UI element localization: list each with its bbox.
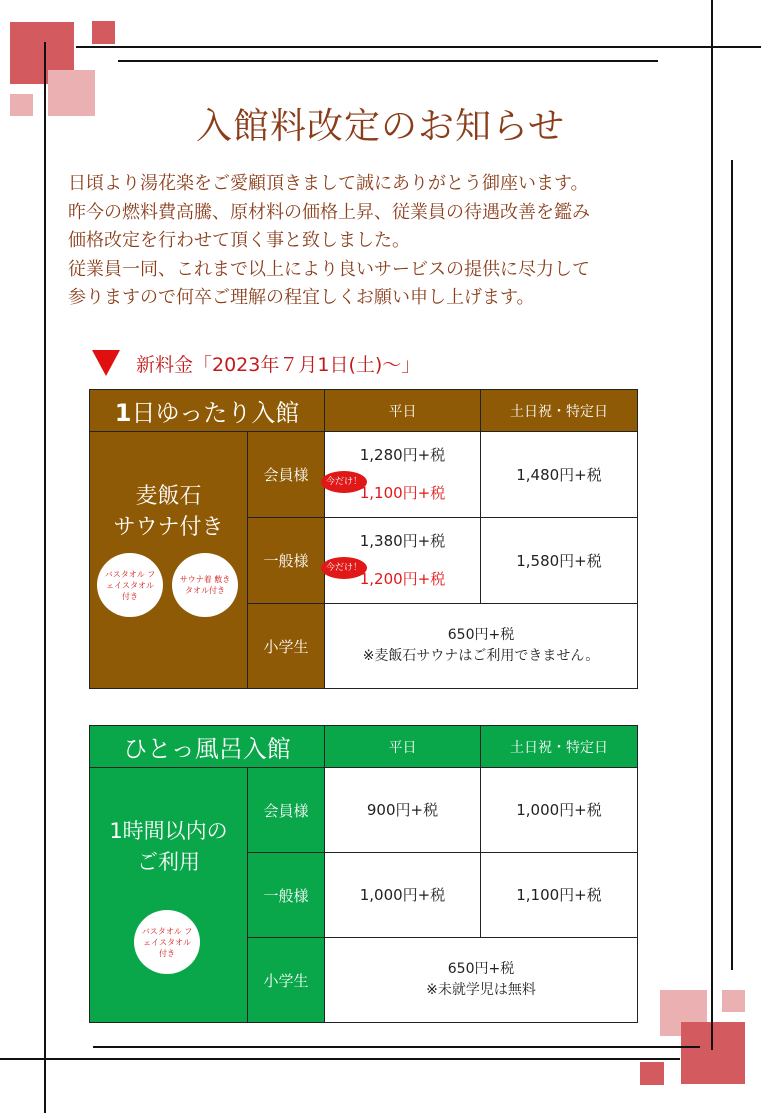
towel-badge-circle bbox=[134, 910, 200, 974]
table1-child-cell bbox=[325, 604, 638, 689]
deco-square bbox=[722, 990, 745, 1012]
limited-time-badge: 今だけ！ bbox=[321, 557, 367, 579]
sauna-wear-badge-text: サウナ着 敷きタオル付き bbox=[179, 575, 231, 595]
new-price: 1,200円+税 bbox=[359, 570, 446, 588]
table1-row-label: 小学生 bbox=[248, 604, 325, 689]
page-title: 入館料改定のお知らせ bbox=[196, 106, 565, 147]
table2-col-weekend: 土日祝・特定日 bbox=[481, 726, 638, 768]
frame-line bbox=[76, 46, 761, 48]
deco-square bbox=[640, 1062, 664, 1085]
intro-line: 価格改定を行わせて頂く事と致しました。 bbox=[68, 230, 410, 251]
table1-col-weekend: 土日祝・特定日 bbox=[481, 390, 638, 432]
intro-line: 参りますので何卒ご理解の程宜しくお願い申し上げます。 bbox=[68, 287, 535, 308]
table1-side-cell bbox=[90, 432, 248, 689]
old-price: 1,380円+税 bbox=[359, 532, 446, 550]
frame-line bbox=[711, 0, 713, 1050]
frame-line bbox=[0, 1058, 680, 1060]
table1-name-rest: 日ゆったり入館 bbox=[131, 399, 300, 427]
intro-line: 日頃より湯花楽をご愛顧頂きまして誠にありがとう御座います。 bbox=[68, 173, 589, 194]
table1-row-label: 一般様 bbox=[248, 518, 325, 604]
table2-side-cell bbox=[90, 768, 248, 1023]
intro-text bbox=[68, 170, 708, 313]
price-table-2 bbox=[89, 725, 638, 1023]
table1-weekday-price bbox=[325, 432, 481, 518]
table2-side-line2: ご利用 bbox=[137, 850, 200, 874]
price-table-1 bbox=[89, 389, 638, 689]
table2-name: ひとっ風呂入館 bbox=[90, 726, 325, 768]
table2-col-weekday: 平日 bbox=[325, 726, 481, 768]
table1-weekend-price: 1,480円+税 bbox=[481, 432, 638, 518]
triangle-down-icon bbox=[92, 350, 120, 376]
new-price-heading bbox=[92, 348, 420, 378]
table1-weekend-price: 1,580円+税 bbox=[481, 518, 638, 604]
table1-side-line1: 麦飯石 bbox=[135, 484, 202, 509]
table1-name-num: 1 bbox=[114, 399, 132, 427]
intro-line: 従業員一同、これまで以上により良いサービスの提供に尽力して bbox=[68, 258, 590, 280]
new-price: 1,100円+税 bbox=[359, 484, 446, 502]
old-price: 1,280円+税 bbox=[359, 446, 446, 464]
table2-weekday-price: 900円+税 bbox=[325, 768, 481, 853]
table2-row-label: 小学生 bbox=[248, 938, 325, 1023]
table2-weekend-price: 1,100円+税 bbox=[481, 853, 638, 938]
table2-child-cell bbox=[325, 938, 638, 1023]
towel-badge-text: バスタオル フェイスタオル 付き bbox=[104, 569, 156, 601]
deco-square bbox=[681, 1022, 745, 1084]
table1-name bbox=[90, 390, 325, 432]
frame-line bbox=[44, 42, 46, 1113]
table2-weekend-price: 1,000円+税 bbox=[481, 768, 638, 853]
child-price: 650円+税 bbox=[447, 961, 515, 977]
towel-badge-circle bbox=[97, 553, 163, 617]
table2-row-label: 会員様 bbox=[248, 768, 325, 853]
frame-line bbox=[731, 160, 733, 970]
table1-row-label: 会員様 bbox=[248, 432, 325, 518]
deco-square bbox=[92, 21, 115, 44]
table1-weekday-price bbox=[325, 518, 481, 604]
table1-col-weekday: 平日 bbox=[325, 390, 481, 432]
child-note: ※麦飯石サウナはご利用できません。 bbox=[362, 648, 600, 664]
child-price: 650円+税 bbox=[447, 627, 515, 643]
child-note: ※未就学児は無料 bbox=[426, 982, 536, 998]
frame-line bbox=[118, 60, 658, 62]
table2-weekday-price: 1,000円+税 bbox=[325, 853, 481, 938]
table2-row-label: 一般様 bbox=[248, 853, 325, 938]
table2-side-line1: 1時間以内の bbox=[109, 819, 228, 843]
frame-line bbox=[93, 1046, 700, 1048]
towel-badge-text: バスタオル フェイスタオル 付き bbox=[141, 926, 193, 958]
new-price-label: 新料金「2023年７月1日(土)～」 bbox=[136, 353, 421, 376]
table1-side-line2: サウナ付き bbox=[113, 515, 224, 540]
intro-line: 昨今の燃料費高騰、原材料の価格上昇、従業員の待遇改善を鑑み bbox=[68, 201, 590, 223]
limited-time-badge: 今だけ！ bbox=[321, 471, 367, 493]
sauna-wear-badge-circle bbox=[172, 553, 238, 617]
